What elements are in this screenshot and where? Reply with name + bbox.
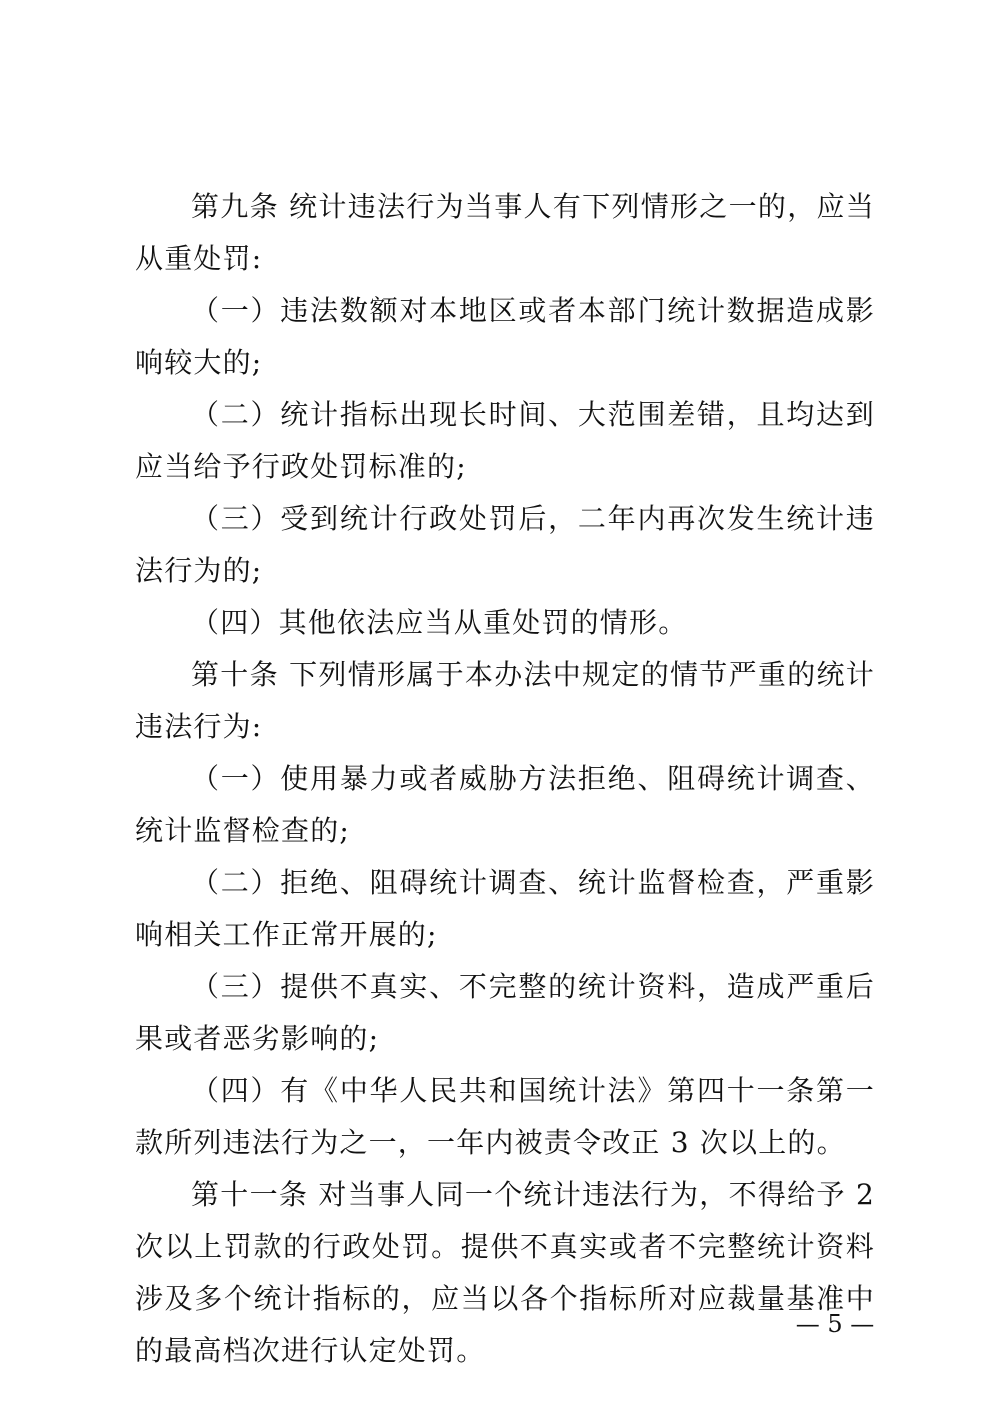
document-body [135,181,875,1377]
paragraph-text: 第十一条 对当事人同一个统计违法行为，不得给予 2 次以上罚款的行政处罚。提供不真实或者不完整统计资料涉及多个统计指标的，应当以各个指标所对应裁量基准中的最高档次进行认定处罚。 [135,1178,875,1367]
article-10-item-3 [135,961,875,1065]
article-10-item-1 [135,753,875,857]
paragraph-text: （一）违法数额对本地区或者本部门统计数据造成影响较大的; [135,294,875,379]
paragraph-text: （三）受到统计行政处罚后，二年内再次发生统计违法行为的; [135,502,875,587]
article-9-item-3 [135,493,875,597]
paragraph-text: （四）其他依法应当从重处罚的情形。 [191,606,688,639]
article-11 [135,1169,875,1377]
article-9-item-4 [135,597,875,649]
article-9-item-2 [135,389,875,493]
article-9-intro [135,181,875,285]
paragraph-text: （四）有《中华人民共和国统计法》第四十一条第一款所列违法行为之一，一年内被责令改正 3 次以上的。 [135,1074,875,1159]
article-10-intro [135,649,875,753]
paragraph-text: （三）提供不真实、不完整的统计资料，造成严重后果或者恶劣影响的; [135,970,875,1055]
article-9-item-1 [135,285,875,389]
paragraph-text: （一）使用暴力或者威胁方法拒绝、阻碍统计调查、统计监督检查的; [135,762,875,847]
page-number: — 5 — [795,1310,875,1338]
paragraph-text: （二）统计指标出现长时间、大范围差错，且均达到应当给予行政处罚标准的; [135,398,875,483]
paragraph-text: 第九条 统计违法行为当事人有下列情形之一的，应当从重处罚: [135,190,875,275]
paragraph-text: 第十条 下列情形属于本办法中规定的情节严重的统计违法行为: [135,658,875,743]
article-10-item-2 [135,857,875,961]
paragraph-text: （二）拒绝、阻碍统计调查、统计监督检查，严重影响相关工作正常开展的; [135,866,875,951]
article-10-item-4 [135,1065,875,1169]
